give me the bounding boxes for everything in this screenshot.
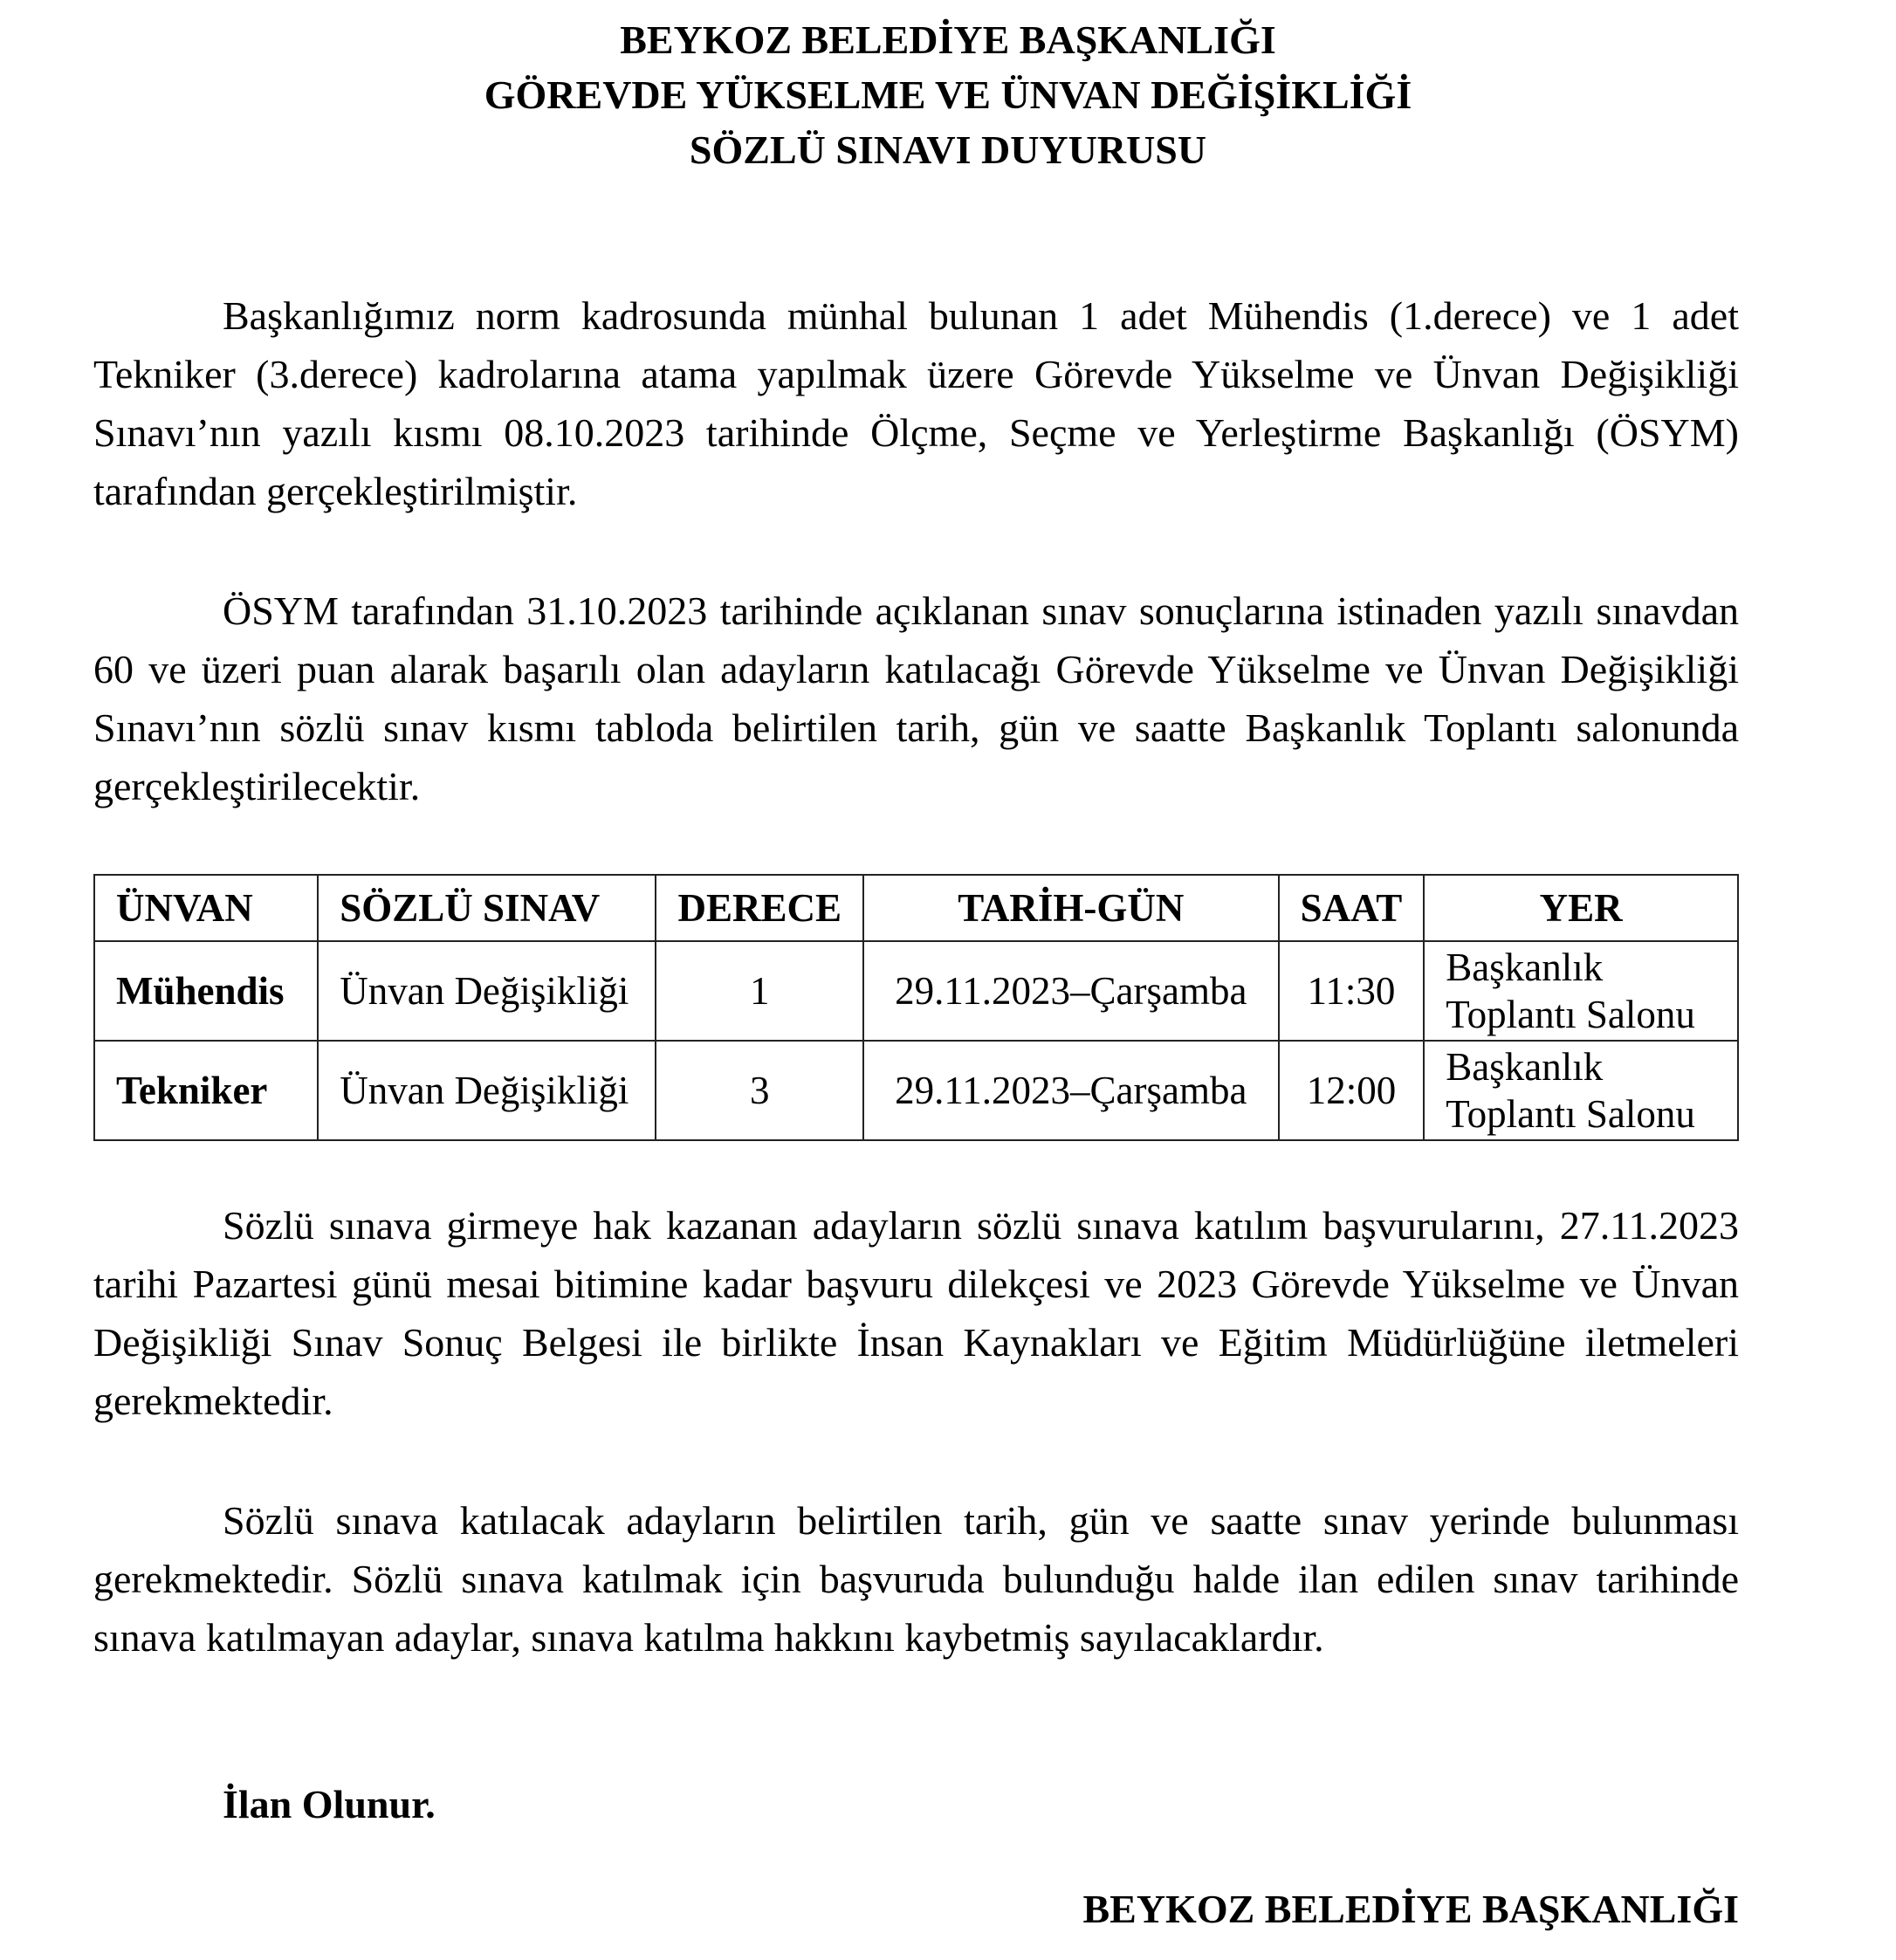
paragraph-1: Başkanlığımız norm kadrosunda münhal bulunan 1 adet Mühendis (1.derece) ve 1 adet Tekniker (3.derece) kadrolarına atama yapılmak üzere Görevde Yükselme ve Ünvan Değişikliği Sınavı’nın yazılı kısmı 08.10.2023 tarihinde Ölçme, Seçme ve Yerleştirme Başkanlığı (ÖSYM) tarafından gerçekleştirilmiştir. [93, 293, 1739, 513]
cell-yer: Başkanlık Toplantı Salonu [1424, 941, 1738, 1041]
cell-unvan: Mühendis [94, 941, 318, 1041]
title-line-3: SÖZLÜ SINAVI DUYURUSU [689, 127, 1207, 172]
cell-unvan: Tekniker [94, 1041, 318, 1140]
table-row [94, 1041, 1738, 1140]
cell-tarih-gun: 29.11.2023–Çarşamba [863, 941, 1279, 1041]
cell-derece: 1 [656, 941, 863, 1041]
exam-schedule-table [93, 874, 1739, 1141]
title-line-2: GÖREVDE YÜKSELME VE ÜNVAN DEĞİŞİKLİĞİ [484, 72, 1412, 117]
paragraph-2: ÖSYM tarafından 31.10.2023 tarihinde açıklanan sınav sonuçlarına istinaden yazılı sınavdan 60 ve üzeri puan alarak başarılı olan adayların katılacağı Görevde Yükselme ve Ünvan Değişikliği Sınavı’nın sözlü sınav kısmı tabloda belirtilen tarih, gün ve saatte Başkanlık Toplantı salonunda gerçekleştirilecektir. [93, 588, 1739, 808]
cell-saat: 12:00 [1279, 1041, 1425, 1140]
header-yer: YER [1424, 875, 1738, 941]
cell-tarih-gun: 29.11.2023–Çarşamba [863, 1041, 1279, 1140]
paragraph-3: Sözlü sınava girmeye hak kazanan adayların sözlü sınava katılım başvurularını, 27.11.2023 tarihi Pazartesi günü mesai bitimine kadar başvuru dilekçesi ve 2023 Görevde Yükselme ve Ünvan Değişikliği Sınav Sonuç Belgesi ile birlikte İnsan Kaynakları ve Eğitim Müdürlüğüne iletmeleri gerekmektedir. [93, 1203, 1739, 1423]
cell-yer: Başkanlık Toplantı Salonu [1424, 1041, 1738, 1140]
header-unvan: ÜNVAN [94, 875, 318, 941]
title-line-1: BEYKOZ BELEDİYE BAŞKANLIĞI [620, 17, 1276, 62]
table-row [94, 941, 1738, 1041]
cell-derece: 3 [656, 1041, 863, 1140]
document-title [0, 12, 1896, 177]
header-saat: SAAT [1279, 875, 1425, 941]
header-tarih-gun: TARİH-GÜN [863, 875, 1279, 941]
paragraph-4: Sözlü sınava katılacak adayların belirtilen tarih, gün ve saatte sınav yerinde bulunması gerekmektedir. Sözlü sınava katılmak için başvuruda bulunduğu halde ilan edilen sınav tarihinde sınava katılmayan adaylar, sınava katılma hakkını kaybetmiş sayılacaklardır. [93, 1498, 1739, 1660]
cell-sozlu-sinav: Ünvan Değişikliği [318, 1041, 656, 1140]
signature: BEYKOZ BELEDİYE BAŞKANLIĞI [1082, 1887, 1739, 1931]
cell-sozlu-sinav: Ünvan Değişikliği [318, 941, 656, 1041]
header-sozlu-sinav: SÖZLÜ SINAV [318, 875, 656, 941]
header-derece: DERECE [656, 875, 863, 941]
cell-saat: 11:30 [1279, 941, 1425, 1041]
closing-statement: İlan Olunur. [223, 1782, 436, 1826]
table-header-row [94, 875, 1738, 941]
